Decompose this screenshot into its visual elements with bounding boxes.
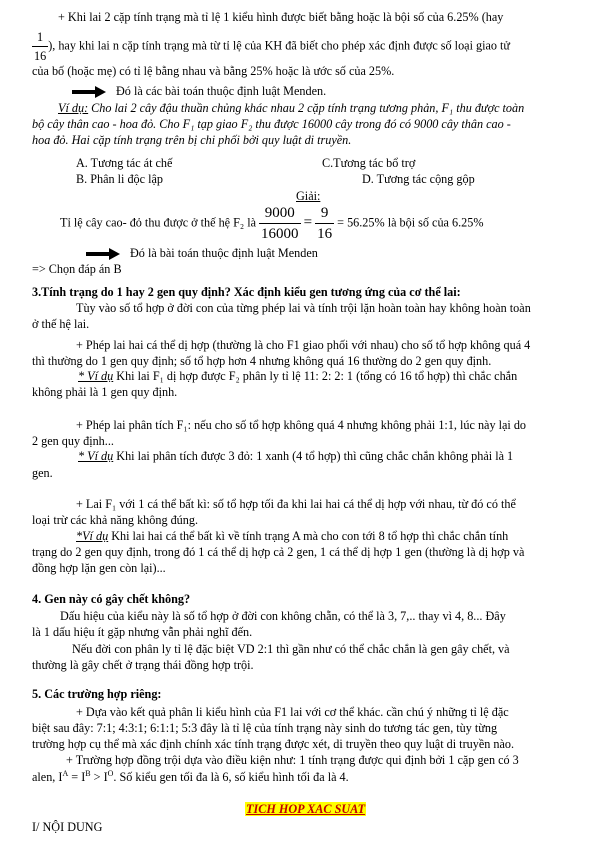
fraction: $\frac{1}{16}$ xyxy=(34,30,47,63)
fraction: $\frac{9000}{16000}$ xyxy=(261,205,299,242)
paragraph-line: Tùy vào số tổ hợp ở đời con của từng phép lai và tính trội lặn hoàn toàn hay không hoàn toàn xyxy=(76,301,531,315)
paragraph-line: Dấu hiệu của kiểu này là số tổ hợp ở đời con không chẵn, có thể là 3, 7,.. thay vì 4, 8... Đây xyxy=(60,609,506,623)
right-arrow-icon xyxy=(86,249,120,259)
section-heading: 5. Các trường hợp riêng: xyxy=(32,687,162,701)
solution-label: Giải: xyxy=(296,189,321,203)
paragraph-line: alen, $I^A = I^B > I^O$. Số kiểu gen tối đa là 6, số kiểu hình tối đa là 4. xyxy=(32,768,349,784)
example-line: bộ cây thân cao - hoa đỏ. Cho F₁ tạp giao F₂ thu được 16000 cây trong đó có 9000 cây thân cao - xyxy=(32,117,511,131)
example-line: * Ví dụ Khi lai F₁ dị hợp được F₂ phân ly tỉ lệ 11: 2: 2: 1 (tổng có 16 tổ hợp) thì chắc chắn xyxy=(78,369,518,383)
arrow-line: Đó là bài toán thuộc định luật Menden xyxy=(86,246,589,260)
paragraph-line: + Phép lai hai cá thể dị hợp (thường là cho F1 giao phối với nhau) cho số tổ hợp không quá 4 xyxy=(76,338,531,352)
arrow-line: Đó là các bài toán thuộc định luật Menden. xyxy=(72,84,589,98)
answer-line: => Chọn đáp án B xyxy=(32,262,122,276)
paragraph-line: đồng hợp lặn gen còn lại)... xyxy=(32,561,166,575)
paragraph-line: + Dựa vào kết quả phân li kiểu hình của F1 lai với cơ thể khác. cần chú ý những tỉ lệ đặc xyxy=(76,705,509,719)
right-arrow-icon xyxy=(72,87,106,97)
section-title: I/ NỘI DUNG xyxy=(32,820,103,834)
option-d: D. Tương tác cộng gộp xyxy=(362,172,475,186)
example-line: *Ví dụ Khi lai hai cá thể bất kì về tính trạng A mà cho con tới 8 tổ hợp thì chắc chắn tính xyxy=(76,529,509,543)
paragraph-line: + Khi lai 2 cặp tính trạng mà tỉ lệ 1 kiểu hình được biết bằng hoặc là bội số của 6.25% (hay xyxy=(58,10,504,24)
paragraph-line: + Lai F₁ với 1 cá thể bất kì: số tổ hợp tối đa khi lai hai cá thể dị hợp với nhau, từ đó có thể xyxy=(76,497,516,511)
paragraph-line: + Trường hợp đồng trội dựa vào điều kiện như: 1 tính trạng được qui định bởi 1 cặp gen có 3 xyxy=(66,753,519,767)
paragraph-line: thường là gây chết ở trạng thái đồng hợp trội. xyxy=(32,658,254,672)
paragraph-line: $\frac{1}{16}$ ), hay khi lai n cặp tính trạng mà từ tỉ lệ của KH đã biết cho phép xác định được số loại giao tử xyxy=(34,30,511,63)
paragraph-line: biệt sau đây: 7:1; 4:3:1; 6:1:1; 5:3 đây là tỉ lệ của tính trạng này sinh do tương tác gen, tùy từng xyxy=(32,721,498,735)
paragraph-line: là 1 dấu hiệu ít gặp nhưng vẫn phải nghĩ đến. xyxy=(32,625,253,639)
paragraph-line: + Phép lai phân tích F₁: nếu cho số tổ hợp không quá 4 nhưng không phải 1:1, lúc này lại do xyxy=(76,418,527,432)
paragraph-line: Nếu đời con phân ly tỉ lệ đặc biệt VD 2:1 thì gần như có thể chắc chắn là gen gây chết, và xyxy=(72,642,510,656)
section-heading: 4. Gen này có gây chết không? xyxy=(32,592,191,606)
paragraph-line: loại trừ các khả năng không đúng. xyxy=(32,513,199,527)
section-heading: 3.Tính trạng do 1 hay 2 gen quy định? Xác định kiểu gen tương ứng của cơ thể lai: xyxy=(32,285,461,299)
paragraph-line: gen. xyxy=(32,466,53,480)
paragraph-line: của bố (hoặc mẹ) có tỉ lệ bằng nhau và bằng 25% hoặc là ước số của 25%. xyxy=(32,64,395,78)
example-line: hoa đỏ. Hai cặp tính trạng trên bị chi phối bởi quy luật di truyền. xyxy=(32,133,352,147)
option-c: C.Tương tác bổ trợ xyxy=(322,156,416,170)
paragraph-line: thì thường do 1 gen quy định; số tổ hợp hơn 4 nhưng không quá 16 thường do 2 gen quy định. xyxy=(32,354,492,368)
paragraph-line: trường hợp cụ thể mà xác định chính xác tính trạng được xét, di truyền theo quy luật di truyền nào. xyxy=(32,737,515,751)
example-line: * Ví dụ Khi lai phân tích được 3 đỏ: 1 xanh (4 tổ hợp) thì cũng chắc chắn không phải là 1 xyxy=(78,449,514,463)
highlight-title: TICH HOP XAC SUAT xyxy=(246,802,366,816)
fraction: $\frac{9}{16}$ xyxy=(317,205,333,242)
paragraph-line: trạng do 2 gen quy định, trong đó 1 cá thể dị hợp cả 2 gen, 1 cá thể dị hợp 1 gen (thường là dị hợp và xyxy=(32,545,525,559)
paragraph-line: không phải là 1 gen quy định. xyxy=(32,385,178,399)
ratio-line: Tỉ lệ cây cao- đỏ thu được ở thế hệ F₂ là $\frac{9000}{16000}$ = $\frac{9}{16}$ = 56.25% là bội số của 6.25% xyxy=(60,205,484,242)
paragraph-line: 2 gen quy định... xyxy=(32,434,114,448)
option-b: B. Phân li độc lập xyxy=(76,172,163,186)
paragraph-line: ở thế hệ lai. xyxy=(32,317,90,331)
option-a: A. Tương tác át chế xyxy=(76,156,173,170)
example-line: Ví dụ: Cho lai 2 cây đậu thuần chủng khác nhau 2 cặp tính trạng tương phản, F₁ thu được toàn xyxy=(58,101,525,115)
